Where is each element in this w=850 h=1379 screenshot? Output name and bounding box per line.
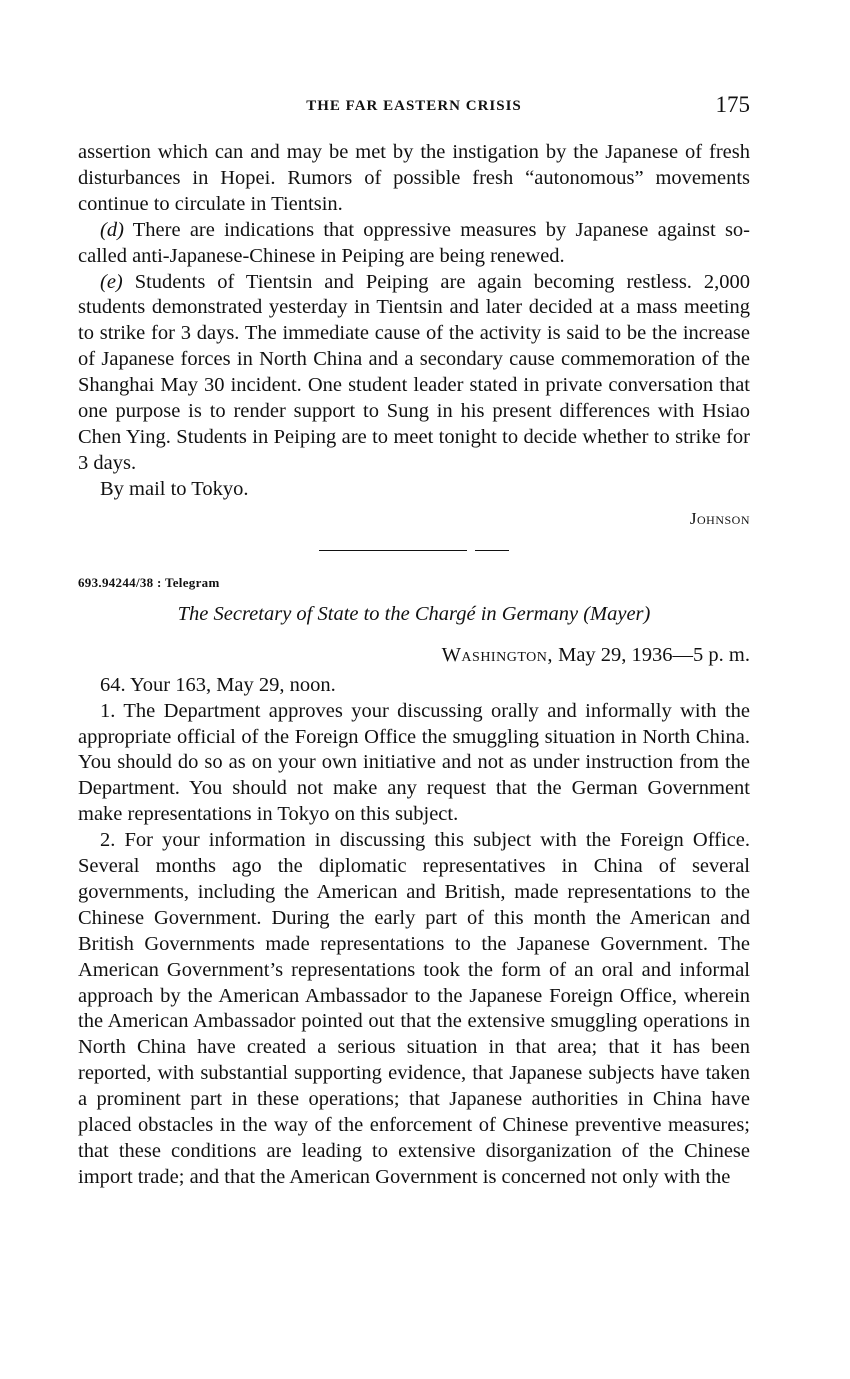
paragraph-mail: By mail to Tokyo. [100,477,249,500]
paragraph-2: 2. For your information in discussing this subject with the Foreign Office. Several months ago the diplomatic representatives in China of several governments, including the American and British, made representations to the Chinese Government. During the early part of this month the American and British Governments made representations to the Japanese Government. The American Government’s representations took the form of an oral and informal approach by the American Ambassador to the Japanese Foreign Office, wherein the American Ambassador pointed out that the extensive smuggling operations in North China have created a serious situation in that area; that it has been reported, with substantial supporting evidence, that Japanese subjects have taken a prominent part in these operations; that Japanese authorities in China have placed obstacles in the way of the enforcement of Chinese preventive measures; that these conditions are leading to extensive disorganization of the Chinese import trade; and that the American Government is concerned not only with the [78,829,750,1188]
paragraph-e-label: (e) [100,270,123,293]
paragraph-e-text: Students of Tientsin and Peiping are again becoming restless. 2,000 students demonstrated yesterday in Tientsin and later decided at a mass meeting to strike for 3 days. The immediate cause of the activity is said to be the increase of Japanese forces in North China and a secondary cause commemoration of the Shanghai May 30 incident. One student leader stated in private conversation that one purpose is to render support to Sung in his present differences with Hsiao Chen Ying. Students in Peiping are to meet tonight to decide whether to strike for 3 days. [78,270,750,474]
paragraph-d-text: There are indications that oppressive measures by Japanese against so-called anti-Japanese-Chinese in Peiping are being renewed. [78,218,750,267]
paragraph-d [78,218,750,270]
paragraph-d-label: (d) [100,218,124,241]
document-title-name: (Mayer) [583,602,651,625]
page-header [78,92,750,124]
paragraph-1: 1. The Department approves your discussing orally and informally with the appropriate official of the Foreign Office the smuggling situation in North China. You should do so as on your own initiative and not as under instruction from the Department. You should not make any request that the German Government make representations in Tokyo on this subject. [78,699,750,826]
dateline [78,644,750,667]
page-number: 175 [715,92,750,117]
signature: Johnson [689,508,750,528]
paragraph-intro: assertion which can and may be met by the instigation by the Japanese of fresh disturbances in Hopei. Rumors of possible fresh “autonomous” movements continue to circulate in Tientsin. [78,141,750,215]
page-body [78,140,750,1191]
file-reference: 693.94244/38 : Telegram [78,574,220,590]
running-head: THE FAR EASTERN CRISIS [306,98,522,114]
paragraph-64: 64. Your 163, May 29, noon. [100,673,336,696]
divider-rule-long [319,550,467,551]
section-divider [319,549,509,553]
dateline-place: Washington, [441,643,553,666]
document-title [78,603,750,626]
paragraph-e [78,270,750,477]
document-title-text: The Secretary of State to the Chargé in Germany [177,602,584,625]
divider-rule-short [475,550,509,551]
dateline-date: May 29, 1936—5 p. m. [552,643,750,666]
